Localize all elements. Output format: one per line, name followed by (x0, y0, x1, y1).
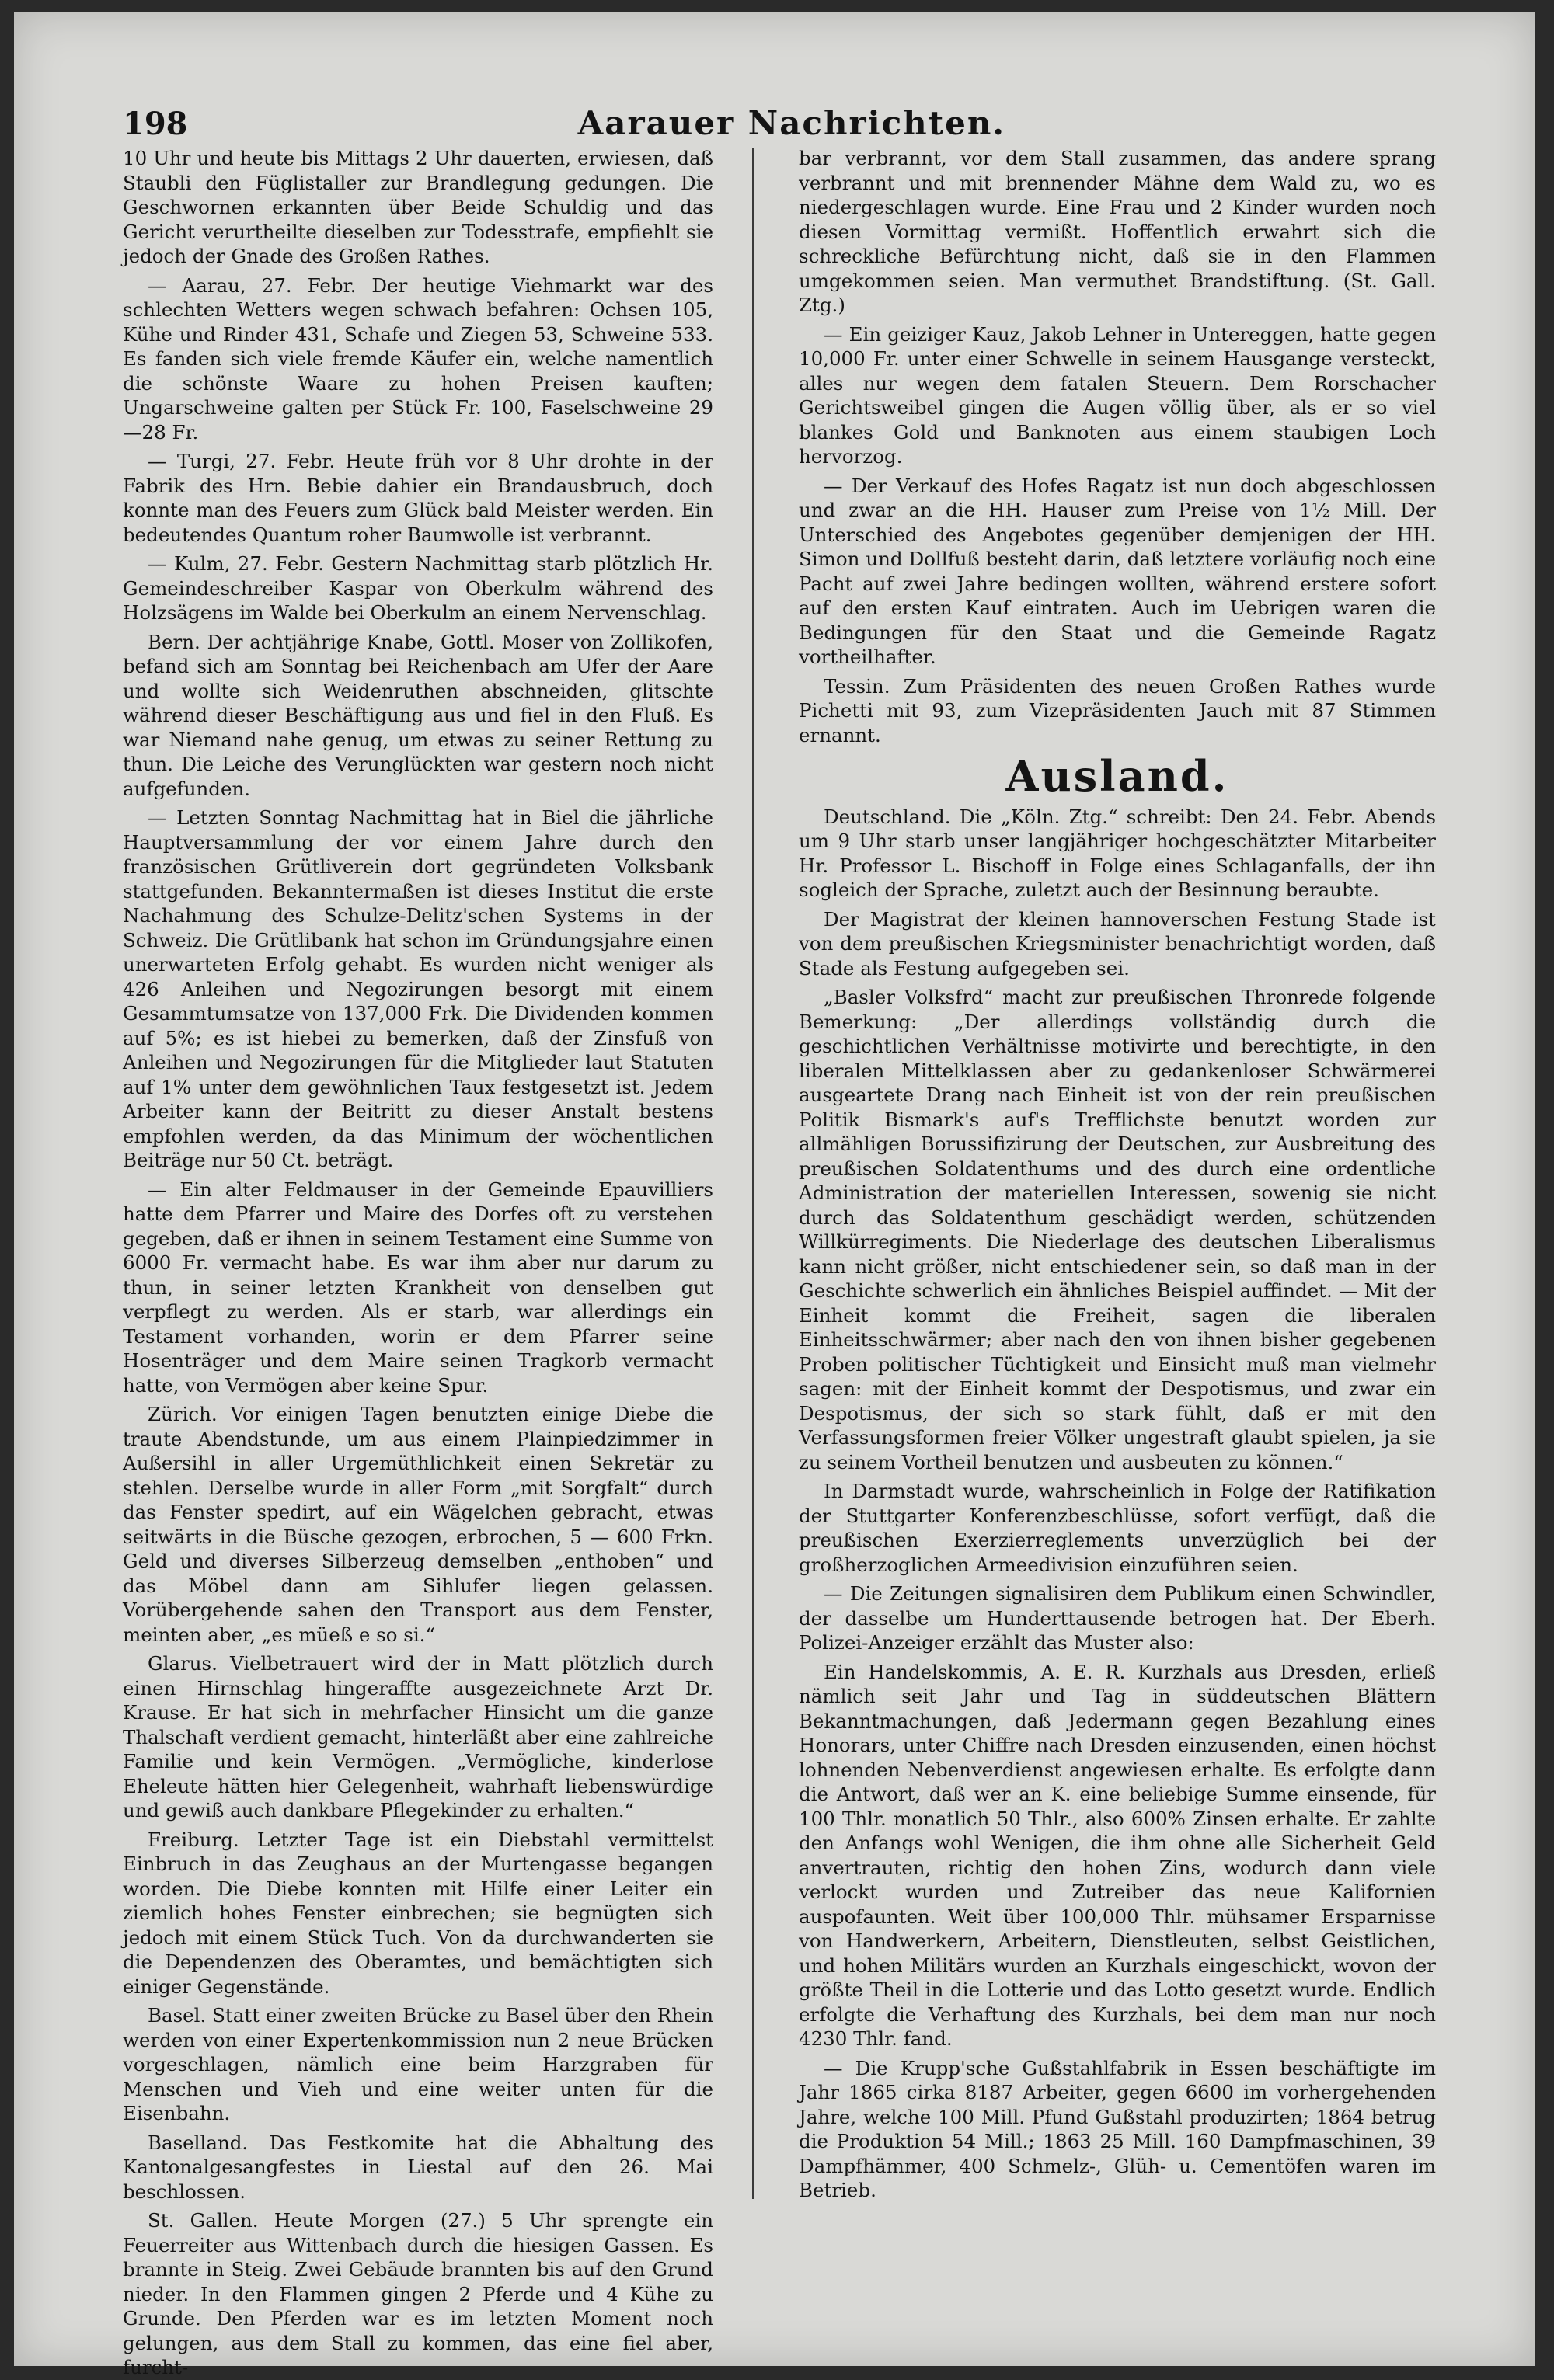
article-paragraph: — Die Zeitungen signalisiren dem Publikum einen Schwindler, der dasselbe um Hunderttausende betrogen hat. Der Eberh. Polizei-Anzeiger erzählt das Muster also: (799, 1582, 1436, 1654)
article-paragraph: Zürich. Vor einigen Tagen benutzten einige Diebe die traute Abendstunde, um aus einem Plainpiedzimmer in Außersihl in aller Urgemüthlichkeit einen Sekretär zu stehlen. Derselbe wurde in aller Form „mit Sorgfalt“ durch das Fenster spedirt, auf ein Wägelchen gebracht, etwas seitwärts in die Büsche gezogen, erbrochen, 5 — 600 Frkn. Geld und diverses Silberzeug demselben „enthoben“ und das Möbel dann am Sihlufer liegen gelassen. Vorübergehende sahen den Transport aus dem Fenster, meinten aber, „es müeß e so si.“ (123, 1403, 713, 1646)
article-paragraph: St. Gallen. Heute Morgen (27.) 5 Uhr sprengte ein Feuerreiter aus Wittenbach durch die hiesigen Gassen. Es brannte in Steig. Zwei Gebäude brannten bis auf den Grund nieder. In den Flammen gingen 2 Pferde und 4 Kühe zu Grunde. Den Pferden war es im letzten Moment noch gelungen, aus dem Stall zu kommen, das eine fiel aber, furcht- (123, 2209, 713, 2378)
article-paragraph: — Der Verkauf des Hofes Ragatz ist nun doch abgeschlossen und zwar an die HH. Hauser zum Preise von 1½ Mill. Der Unterschied des Angebotes gegenüber demjenigen der HH. Simon und Dollfuß besteht darin, daß letztere vorläufig noch eine Pacht auf zwei Jahre bedingen wollten, während erstere sofort auf den ersten Kauf eintraten. Auch im Uebrigen waren die Bedingungen für den Staat und die Gemeinde Ragatz vortheilhafter. (799, 474, 1436, 668)
masthead-title: Aarauer Nachrichten. (577, 104, 1005, 142)
article-paragraph: Baselland. Das Festkomite hat die Abhaltung des Kantonalgesangfestes in Liestal auf den 26. Mai beschlossen. (123, 2131, 713, 2203)
article-paragraph: Freiburg. Letzter Tage ist ein Diebstahl vermittelst Einbruch in das Zeughaus an der Murtengasse begangen worden. Die Diebe konnten mit Hilfe einer Leiter ein ziemlich hohes Fenster einbrechen; sie begnügten sich jedoch mit einem Stück Tuch. Von da durchwanderten sie die Dependenzen des Oberamtes, und bemächtigten sich einiger Gegenstände. (123, 1828, 713, 1998)
page-header (123, 104, 1487, 151)
article-paragraph: In Darmstadt wurde, wahrscheinlich in Folge der Ratifikation der Stuttgarter Konferenzbeschlüsse, sofort verfügt, daß die preußischen Exerzierreglements unverzüglich bei der großherzoglichen Armeedivision einzuführen seien. (799, 1480, 1436, 1576)
article-paragraph: Der Magistrat der kleinen hannoverschen Festung Stade ist von dem preußischen Kriegsminister benachrichtigt worden, daß Stade als Festung aufgegeben sei. (799, 907, 1436, 979)
article-paragraph: Basel. Statt einer zweiten Brücke zu Basel über den Rhein werden von einer Expertenkommission nun 2 neue Brücken vorgeschlagen, nämlich eine beim Harzgraben für Menschen und Vieh und eine weiter unten für die Eisenbahn. (123, 2004, 713, 2124)
article-paragraph: Tessin. Zum Präsidenten des neuen Großen Rathes wurde Pichetti mit 93, zum Vizepräsidenten Jauch mit 87 Stimmen ernannt. (799, 674, 1436, 746)
article-paragraph: — Kulm, 27. Febr. Gestern Nachmittag starb plötzlich Hr. Gemeindeschreiber Kaspar von Oberkulm während des Holzsägens im Walde bei Oberkulm an einem Nervenschlag. (123, 552, 713, 624)
article-paragraph: — Aarau, 27. Febr. Der heutige Viehmarkt war des schlechten Wetters wegen schwach befahren: Ochsen 105, Kühe und Rinder 431, Schafe und Ziegen 53, Schweine 533. Es fanden sich viele fremde Käufer ein, welche namentlich die schönste Waare zu hohen Preisen kauften; Ungarschweine galten per Stück Fr. 100, Faselschweine 29—28 Fr. (123, 273, 713, 444)
page-number: 198 (123, 106, 188, 142)
article-paragraph: „Basler Volksfrd“ macht zur preußischen Thronrede folgende Bemerkung: „Der allerdings vollständig durch die geschichtlichen Verhältnisse motivirte und berechtigte, in den liberalen Mittelklassen aber zu gedankenloser Schwärmerei ausgeartete Drang nach Einheit ist von der rein preußischen Politik Bismark's auf's Trefflichste benutzt worden zur allmähligen Borussifizirung der Deutschen, zur Ausbreitung des preußischen Soldatenthums und des durch eine ordentliche Administration der materiellen Interessen, sowenig sie nicht durch das Soldatenthum geschädigt werden, schützenden Willkürregiments. Die Niederlage des deutschen Liberalismus kann nicht größer, nicht entschiedener sein, so daß man in der Geschichte schwerlich ein ähnliches Beispiel auffindet. — Mit der Einheit kommt die Freiheit, sagen die liberalen Einheitsschwärmer; aber nach den von ihnen bisher gegebenen Proben politischer Tüchtigkeit und Einsicht muß man vielmehr sagen: mit der Einheit kommt der Despotismus, und zwar ein Despotismus, der sich so stark fühlt, daß er mit den Verfassungsformen freier Völker ungestraft glaubt spielen, ja sie zu seinem Vortheil benutzen und ausbeuten zu können.“ (799, 986, 1436, 1474)
article-paragraph: — Turgi, 27. Febr. Heute früh vor 8 Uhr drohte in der Fabrik des Hrn. Bebie dahier ein Brandausbruch, doch konnte man des Feuers zum Glück bald Meister werden. Ein bedeutendes Quantum roher Baumwolle ist verbrannt. (123, 450, 713, 546)
article-paragraph: Bern. Der achtjährige Knabe, Gottl. Moser von Zollikofen, befand sich am Sonntag bei Reichenbach am Ufer der Aare und wollte sich Weidenruthen abschneiden, glitschte während dieser Beschäftigung aus und fiel in den Fluß. Es war Niemand nahe genug, um etwas zu seiner Rettung zu thun. Die Leiche des Verunglückten war gestern noch nicht aufgefunden. (123, 630, 713, 800)
article-paragraph: — Ein alter Feldmauser in der Gemeinde Epauvilliers hatte dem Pfarrer und Maire des Dorfes oft zu verstehen gegeben, daß er ihnen in seinem Testament eine Summe von 6000 Fr. vermacht habe. Es war ihm aber nur darum zu thun, in seiner letzten Krankheit von denselben gut verpflegt zu werden. Als er starb, war allerdings ein Testament vorhanden, worin er dem Pfarrer seine Hosenträger und dem Maire seinen Tragkorb vermacht hatte, von Vermögen aber keine Spur. (123, 1178, 713, 1397)
newspaper-page (14, 12, 1535, 2378)
article-paragraph: 10 Uhr und heute bis Mittags 2 Uhr dauerten, erwiesen, daß Staubli den Füglistaller zur Brandlegung gedungen. Die Geschwornen erkannten über Beide Schuldig und das Gericht verurtheilte dieselben zur Todesstrafe, empfiehlt sie jedoch der Gnade des Großen Rathes. (123, 147, 713, 267)
article-paragraph: Glarus. Vielbetrauert wird der in Matt plötzlich durch einen Hirnschlag hingeraffte ausgezeichnete Arzt Dr. Krause. Er hat sich in mehrfacher Hinsicht um die ganze Thalschaft verdient gemacht, hinterläßt aber eine zahlreiche Familie und kein Vermögen. „Vermögliche, kinderlose Eheleute hätten hier Gelegenheit, wahrhaft liebenswürdige und gewiß auch dankbare Pflegekinder zu erhalten.“ (123, 1652, 713, 1822)
right-column-foreign-news (799, 805, 1436, 2203)
article-paragraph: — Die Krupp'sche Gußstahlfabrik in Essen beschäftigte im Jahr 1865 cirka 8187 Arbeiter, gegen 6600 im vorhergehenden Jahre, welche 100 Mill. Pfund Gußstahl produzirten; 1864 betrug die Produktion 54 Mill.; 1863 25 Mill. 160 Dampfmaschinen, 39 Dampfhämmer, 400 Schmelz-, Glüh- u. Cementöfen waren im Betrieb. (799, 2056, 1436, 2201)
article-paragraph: bar verbrannt, vor dem Stall zusammen, das andere sprang verbrannt und mit brennender Mähne dem Wald zu, wo es niedergeschlagen wurde. Eine Frau und 2 Kinder wurden noch diesen Vormittag vermißt. Hoffentlich erwahrt sich die schreckliche Befürchtung nicht, daß sie in den Flammen umgekommen seien. Man vermuthet Brandstiftung. (St. Gall. Ztg.) (799, 147, 1436, 316)
right-column (799, 146, 1436, 2319)
right-column-swiss-news (799, 146, 1436, 747)
article-paragraph: Deutschland. Die „Köln. Ztg.“ schreibt: Den 24. Febr. Abends um 9 Uhr starb unser langjähriger hochgeschätzter Mitarbeiter Hr. Professor L. Bischoff in Folge eines Schlaganfalls, der ihn sogleich der Sprache, zuletzt auch der Besinnung beraubte. (799, 805, 1436, 901)
column-divider (752, 148, 754, 2199)
article-paragraph: — Letzten Sonntag Nachmittag hat in Biel die jährliche Hauptversammlung der vor einem Jahre durch den französischen Grütliverein dort gegründeten Volksbank stattgefunden. Bekanntermaßen ist dieses Institut die erste Nachahmung des Schulze-Delitz'schen Systems in der Schweiz. Die Grütlibank hat schon im Gründungsjahre einen unerwarteten Erfolg gehabt. Es wurden nicht weniger als 426 Anleihen und Negozirungen besorgt mit einem Gesammtumsatze von 137,000 Frk. Die Dividenden kommen auf 5%; es ist hiebei zu bemerken, daß der Zinsfuß von Anleihen und Negozirungen für die Mitglieder laut Statuten auf 1% unter dem gewöhnlichen Taux festgesetzt ist. Jedem Arbeiter kann der Beitritt zu dieser Anstalt bestens empfohlen werden, da das Minimum der wöchentlichen Beiträge nur 50 Ct. beträgt. (123, 806, 713, 1171)
left-column (123, 146, 713, 2378)
section-heading-ausland: Ausland. (1005, 751, 1229, 801)
article-paragraph: — Ein geiziger Kauz, Jakob Lehner in Untereggen, hatte gegen 10,000 Fr. unter einer Schwelle in seinem Hausgange versteckt, alles nur wegen dem fatalen Steuern. Dem Rorschacher Gerichtsweibel gingen die Augen völlig über, als er so viel blankes Gold und Banknoten aus einem staubigen Loch hervorzog. (799, 322, 1436, 468)
article-paragraph: Ein Handelskommis, A. E. R. Kurzhals aus Dresden, erließ nämlich seit Jahr und Tag in süddeutschen Blättern Bekanntmachungen, daß Jedermann gegen Bezahlung eines Honorars, unter Chiffre nach Dresden einzusenden, einen höchst lohnenden Nebenverdienst angewiesen erhalte. Es erfolgte dann die Antwort, daß wer an K. eine beliebige Summe einsende, für 100 Thlr. monatlich 50 Thlr., also 600% Zinsen erhalte. Er zahlte den Anfangs wohl Wenigen, die ihm ohne alle Sicherheit Geld anvertrauten, richtig den hohen Zins, wodurch dann viele verlockt wurden und Zutreiber das neue Kalifornien auspofaunten. Weit über 100,000 Thlr. mühsamer Ersparnisse von Handwerkern, Arbeitern, Dienstleuten, selbst Geistlichen, und hohen Militärs wurden an Kurzhals eingeschickt, wovon der größte Theil in die Lotterie und das Lotto gesetzt wurde. Endlich erfolgte die Verhaftung des Kurzhals, bei dem man nur noch 4230 Thlr. fand. (799, 1660, 1436, 2050)
